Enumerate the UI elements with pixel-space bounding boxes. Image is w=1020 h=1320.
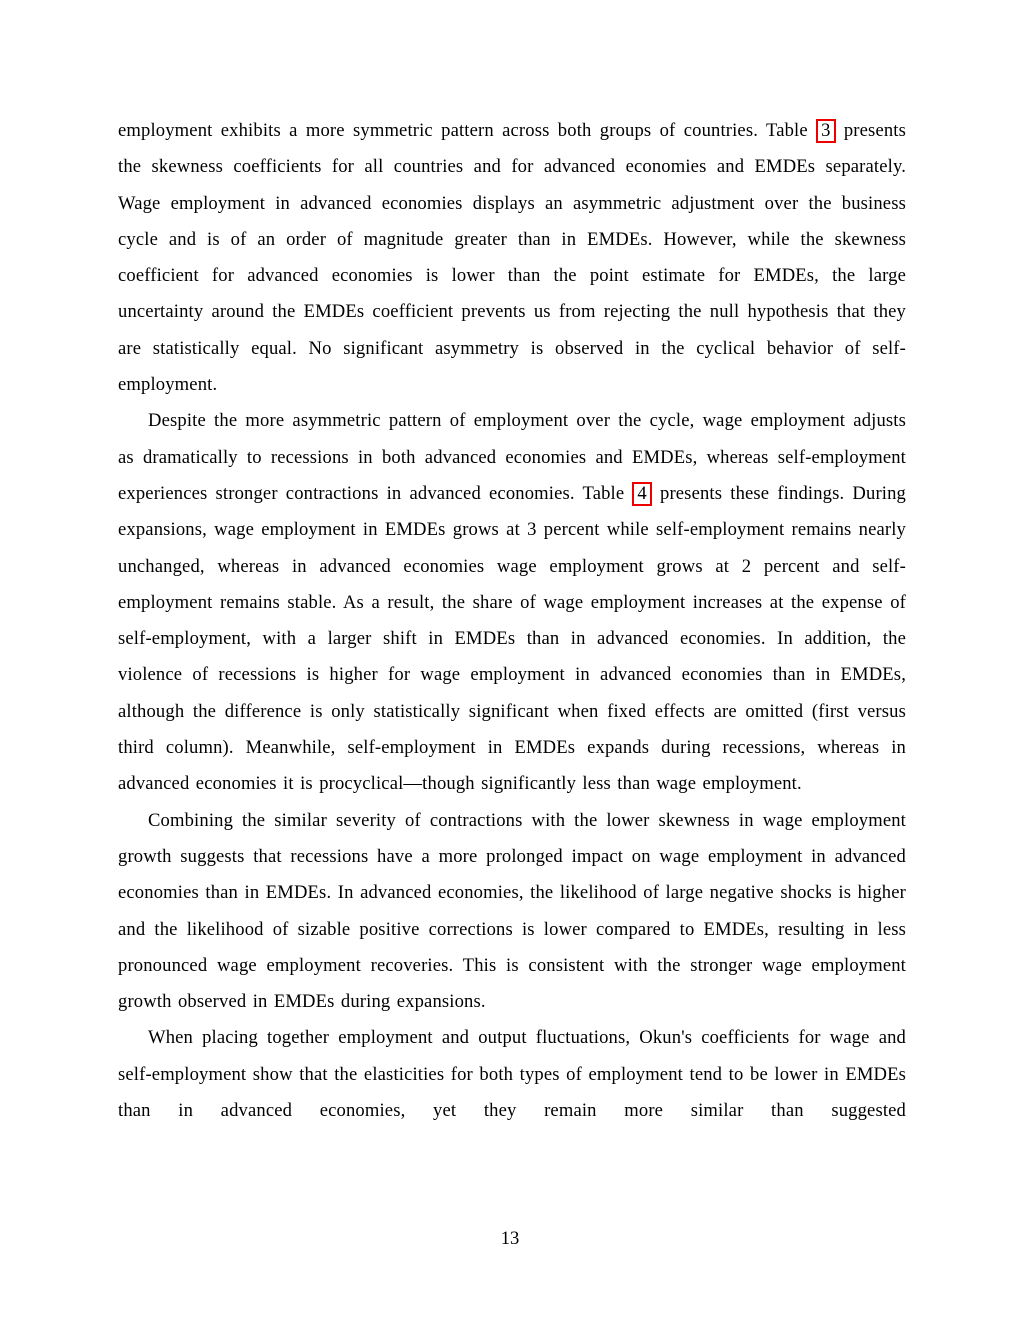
page-number: 13	[500, 1228, 520, 1249]
paragraph-text: Combining the similar severity of contractions with the lower skewness in wage employment growth suggests that recessions have a more prolonged impact on wage employment in advanced economies than in EMDEs. In advanced economies, the likelihood of large negative shocks is higher and the likelihood of sizable positive corrections is lower compared to EMDEs, resulting in less pronounced wage employment recoveries. This is consistent with the stronger wage employment growth observed in EMDEs during expansions.	[118, 809, 906, 1013]
paragraph	[118, 1020, 906, 1129]
paragraph-text: presents these findings. During expansions, wage employment in EMDEs grows at 3 percent while self-employment remains nearly unchanged, whereas in advanced economies wage employment grows at 2 percent and self-employment remains stable. As a result, the share of wage employment increases at the expense of self-employment, with a larger shift in EMDEs than in advanced economies. In addition, the violence of recessions is higher for wage employment in advanced economies than in EMDEs, although the difference is only statistically significant when fixed effects are omitted (first versus third column). Meanwhile, self-employment in EMDEs expands during recessions, whereas in advanced economies it is procyclical—though significantly less than wage employment.	[118, 482, 906, 795]
paragraph-text: presents the skewness coefficients for all countries and for advanced economies and EMDEs separately. Wage employment in advanced economies displays an asymmetric adjustment over the business cycle and is of an order of magnitude greater than in EMDEs. However, while the skewness coefficient for advanced economies is lower than the point estimate for EMDEs, the large uncertainty around the EMDEs coefficient prevents us from rejecting the null hypothesis that they are statistically equal. No significant asymmetry is observed in the cyclical behavior of self-employment.	[118, 120, 906, 396]
paragraph	[118, 113, 906, 403]
paragraph-text: When placing together employment and output fluctuations, Okun's coefficients for wage and self-employment show that the elasticities for both types of employment tend to be lower in EMDEs than in advanced economies, yet they remain more similar than suggested	[118, 1027, 906, 1122]
paragraph-text: employment exhibits a more symmetric pattern across both groups of countries. Table	[118, 120, 817, 141]
body-text-block	[118, 113, 906, 1129]
paragraph	[118, 403, 906, 802]
table-4-ref-link[interactable]: 4	[632, 482, 651, 506]
paragraph-text: Despite the more asymmetric pattern of employment over the cycle, wage employment adjusts as dramatically to recessions in both advanced economies and EMDEs, whereas self-employment experiences stronger contractions in advanced economies. Table	[118, 410, 906, 504]
paragraph	[118, 803, 906, 1021]
table-3-ref-link[interactable]: 3	[816, 119, 835, 143]
